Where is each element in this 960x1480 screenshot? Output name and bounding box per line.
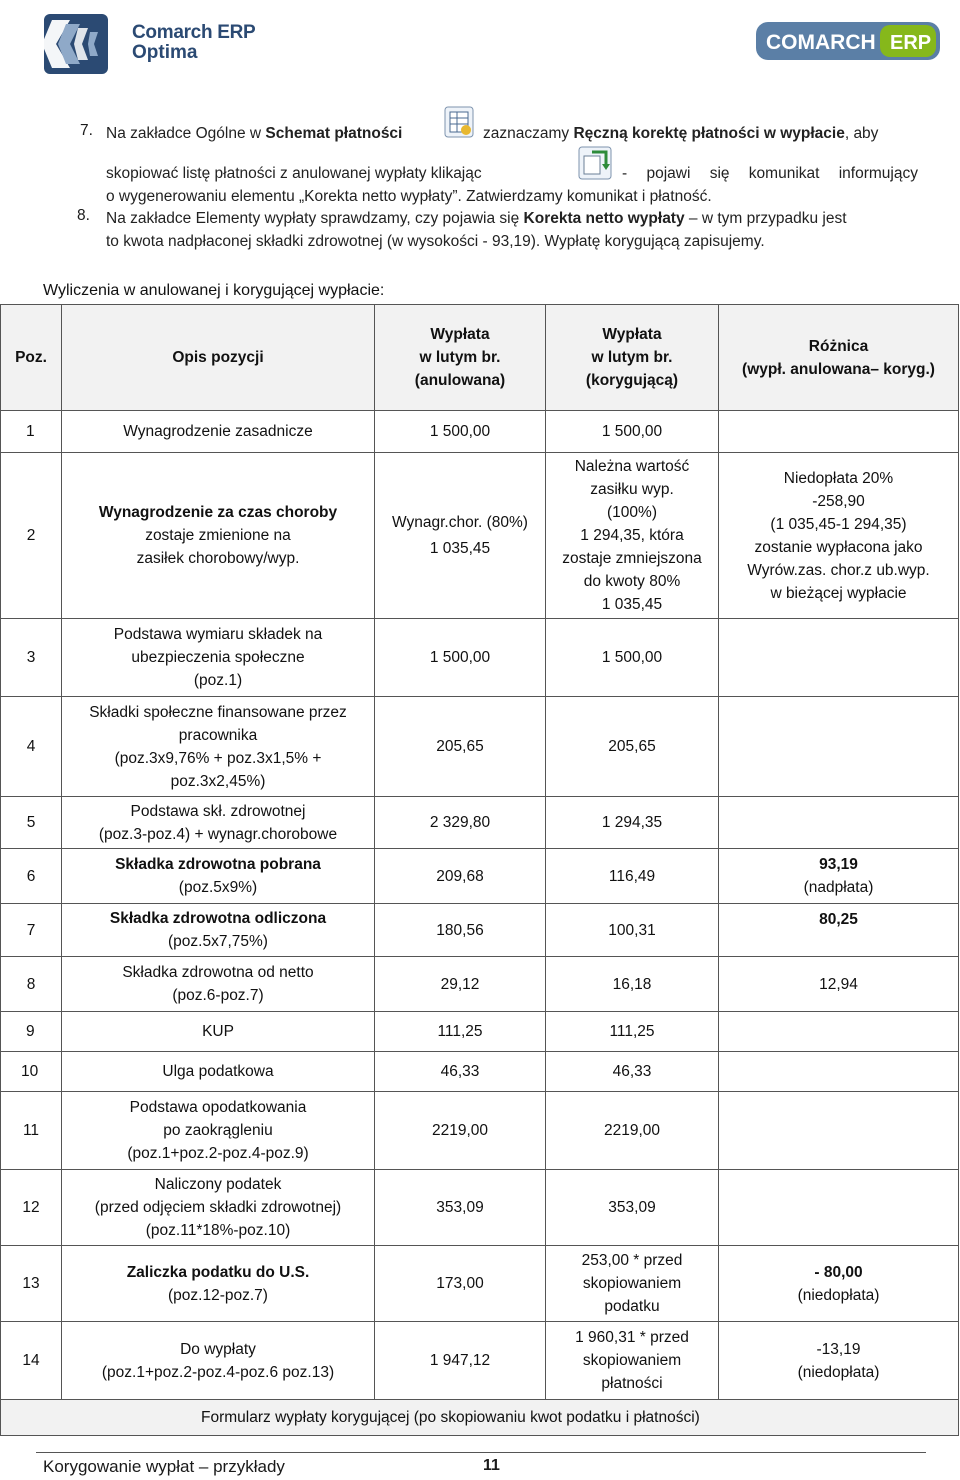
table-row [1, 1092, 959, 1170]
cell-poz: 13 [1, 1246, 62, 1322]
cell-opis: Ulga podatkowa [62, 1052, 375, 1092]
cell-kor: 205,65 [546, 697, 719, 797]
table-row [1, 849, 959, 904]
footer-divider [36, 1452, 926, 1453]
step-7-text-d: Ręczną korektę płatności w wypłacie [573, 125, 845, 142]
cell-kor: 46,33 [546, 1052, 719, 1092]
step-7-text-g: - pojawi się komunikat informujący [622, 165, 918, 182]
cell-anul: 29,12 [375, 957, 546, 1012]
cell-roz: 93,19 (nadpłata) [719, 849, 959, 904]
table-row [1, 1170, 959, 1246]
table-row [1, 904, 959, 957]
table-row [1, 1012, 959, 1052]
table-header-row [1, 305, 959, 411]
step-8-number: 8. [77, 207, 90, 224]
comarch-erp-optima-logo [44, 8, 294, 78]
cell-poz: 14 [1, 1322, 62, 1400]
cell-kor: 1 500,00 [546, 411, 719, 453]
table-row [1, 1246, 959, 1322]
cell-poz: 2 [1, 453, 62, 619]
step-8-text-b: Korekta netto wypłaty [523, 210, 685, 227]
cell-anul: 173,00 [375, 1246, 546, 1322]
cell-anul: 180,56 [375, 904, 546, 957]
cell-roz [719, 697, 959, 797]
header-roznica: Różnica (wypł. anulowana– koryg.) [719, 305, 959, 411]
step-7-text-c: zaznaczamy [483, 125, 570, 142]
cell-opis: Składki społeczne finansowane przez pracownika (poz.3x9,76% + poz.3x1,5% + poz.3x2,45%) [62, 697, 375, 797]
cell-anul: Wynagr.chor. (80%) 1 035,45 [375, 453, 546, 619]
step-8-text-a: Na zakładce Elementy wypłaty sprawdzamy, czy pojawia się [106, 210, 520, 227]
cell-poz: 8 [1, 957, 62, 1012]
table-row [1, 411, 959, 453]
step-7-text-h: o wygenerowaniu elementu „Korekta netto wypłaty”. Zatwierdzamy komunikat i płatność. [106, 188, 712, 205]
table-row [1, 1322, 959, 1400]
payment-schedule-icon[interactable] [444, 106, 474, 138]
cell-roz: - 80,00 (niedopłata) [719, 1246, 959, 1322]
page-number: 11 [483, 1457, 500, 1474]
cell-anul: 353,09 [375, 1170, 546, 1246]
page-header [0, 0, 960, 80]
cell-roz [719, 1012, 959, 1052]
cell-opis: Składka zdrowotna odliczona (poz.5x7,75%) [62, 904, 375, 957]
cell-roz: 12,94 [719, 957, 959, 1012]
right-logo-part2: ERP [890, 32, 932, 54]
cell-kor: 253,00 * przed skopiowaniem podatku [546, 1246, 719, 1322]
cell-kor: 2219,00 [546, 1092, 719, 1170]
table-row [1, 453, 959, 619]
cell-anul: 205,65 [375, 697, 546, 797]
header-poz: Poz. [1, 305, 62, 411]
cell-anul: 111,25 [375, 1012, 546, 1052]
cell-roz: 80,25 [719, 904, 959, 957]
table-row [1, 619, 959, 697]
cell-roz [719, 1170, 959, 1246]
header-korygujaca: Wypłata w lutym br. (korygującą) [546, 305, 719, 411]
copy-payments-icon[interactable] [578, 146, 612, 180]
step-8-text-c: – w tym przypadku jest [688, 210, 847, 227]
cell-poz: 6 [1, 849, 62, 904]
table-row [1, 797, 959, 849]
cell-opis: Podstawa wymiaru składek na ubezpieczenia społeczne (poz.1) [62, 619, 375, 697]
cell-opis: KUP [62, 1012, 375, 1052]
optima-logo-icon [44, 10, 118, 76]
header-anulowana: Wypłata w lutym br. (anulowana) [375, 305, 546, 411]
step-7-number: 7. [80, 122, 93, 139]
cell-roz [719, 1092, 959, 1170]
step-7-text-f: skopiować listę płatności z anulowanej wypłaty klikając [106, 165, 482, 182]
cell-anul: 1 500,00 [375, 411, 546, 453]
step-7-text-a: Na zakładce Ogólne w [106, 125, 262, 142]
cell-kor: 100,31 [546, 904, 719, 957]
cell-kor: 1 960,31 * przed skopiowaniem płatności [546, 1322, 719, 1400]
cell-kor: 111,25 [546, 1012, 719, 1052]
step-7-text-b: Schemat płatności [265, 125, 403, 142]
cell-opis: Do wypłaty (poz.1+poz.2-poz.4-poz.6 poz.13) [62, 1322, 375, 1400]
cell-roz [719, 619, 959, 697]
footer-title: Korygowanie wypłat – przykłady [43, 1457, 285, 1476]
step-8-line-1 [106, 207, 926, 230]
cell-anul: 2 329,80 [375, 797, 546, 849]
step-7-line-1b [483, 122, 923, 145]
cell-opis: Naliczony podatek (przed odjęciem składki zdrowotnej) (poz.11*18%-poz.10) [62, 1170, 375, 1246]
cell-poz: 7 [1, 904, 62, 957]
comarch-erp-logo [756, 22, 940, 60]
cell-poz: 11 [1, 1092, 62, 1170]
cell-poz: 1 [1, 411, 62, 453]
cell-opis: Zaliczka podatku do U.S. (poz.12-poz.7) [62, 1246, 375, 1322]
cell-poz: 10 [1, 1052, 62, 1092]
table-footer-row [1, 1400, 959, 1436]
cell-roz: Niedopłata 20% -258,90 (1 035,45-1 294,35) zostanie wypłacona jako Wyrów.zas. chor.z ub.wyp. w bieżącej wypłacie [719, 453, 959, 619]
cell-poz: 3 [1, 619, 62, 697]
brand-line-2: Optima [132, 42, 198, 63]
cell-anul: 2219,00 [375, 1092, 546, 1170]
section-title: Wyliczenia w anulowanej i korygującej wypłacie: [43, 282, 385, 299]
cell-kor: 1 500,00 [546, 619, 719, 697]
step-8-text-d: to kwota nadpłaconej składki zdrowotnej (w wysokości - 93,19). Wypłatę korygującą zapisujemy. [106, 233, 765, 250]
cell-roz [719, 1052, 959, 1092]
cell-kor: Należna wartość zasiłku wyp. (100%) 1 294,35, która zostaje zmniejszona do kwoty 80% 1 035,45 [546, 453, 719, 619]
table-footer-caption: Formularz wypłaty korygującej (po skopiowaniu kwot podatku i płatności) [1, 1400, 959, 1436]
cell-opis: Składka zdrowotna od netto (poz.6-poz.7) [62, 957, 375, 1012]
cell-poz: 12 [1, 1170, 62, 1246]
cell-kor: 353,09 [546, 1170, 719, 1246]
cell-kor: 1 294,35 [546, 797, 719, 849]
cell-poz: 9 [1, 1012, 62, 1052]
cell-kor: 16,18 [546, 957, 719, 1012]
cell-roz [719, 411, 959, 453]
table-row [1, 1052, 959, 1092]
table-row [1, 697, 959, 797]
comarch-erp-badge-icon [756, 22, 940, 60]
cell-anul: 1 500,00 [375, 619, 546, 697]
cell-opis: Podstawa skł. zdrowotnej (poz.3-poz.4) + wynagr.chorobowe [62, 797, 375, 849]
cell-kor: 116,49 [546, 849, 719, 904]
cell-roz: -13,19 (niedopłata) [719, 1322, 959, 1400]
cell-anul: 1 947,12 [375, 1322, 546, 1400]
header-opis: Opis pozycji [62, 305, 375, 411]
right-logo-part1: COMARCH [766, 31, 876, 54]
cell-anul: 46,33 [375, 1052, 546, 1092]
step-7-text-e: , aby [844, 125, 879, 142]
cell-anul: 209,68 [375, 849, 546, 904]
brand-line-1: Comarch ERP [132, 22, 256, 43]
cell-opis: Składka zdrowotna pobrana (poz.5x9%) [62, 849, 375, 904]
cell-poz: 5 [1, 797, 62, 849]
cell-roz [719, 797, 959, 849]
cell-opis: Podstawa opodatkowania po zaokrągleniu (poz.1+poz.2-poz.4-poz.9) [62, 1092, 375, 1170]
cell-opis: Wynagrodzenie zasadnicze [62, 411, 375, 453]
cell-poz: 4 [1, 697, 62, 797]
payroll-comparison-table [0, 304, 959, 1436]
table-row [1, 957, 959, 1012]
cell-opis: Wynagrodzenie za czas choroby zostaje zmienione na zasiłek chorobowy/wyp. [62, 453, 375, 619]
